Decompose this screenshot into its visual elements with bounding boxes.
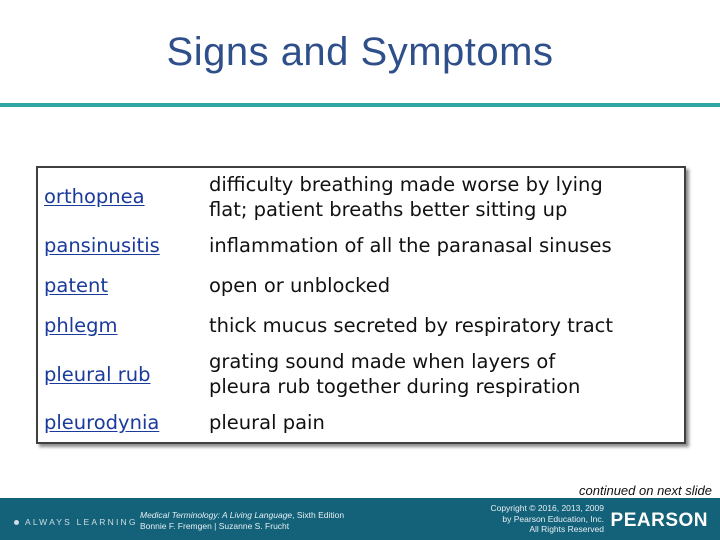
term-link-pansinusitis[interactable]: pansinusitis [44,233,160,257]
definition-line: pleura rub together during respiration [209,375,581,398]
table-row [37,345,685,403]
definition-cell: thick mucus secreted by respiratory tract [209,313,614,337]
always-learning-tagline [14,517,138,527]
definition-line: difficulty breathing made worse by lying [209,172,603,196]
slide-title: Signs and Symptoms [166,30,554,74]
title-divider [0,103,720,107]
book-citation [140,510,344,532]
book-title: Medical Terminology: A Living Language [140,510,293,520]
term-link-patent[interactable]: patent [44,273,108,297]
definition-cell: pleural pain [209,411,325,434]
definition-cell: inflammation of all the paranasal sinuses [209,233,612,257]
table-row [37,403,685,443]
definition-cell [201,167,685,225]
footer-bar [0,498,720,540]
copyright-line: All Rights Reserved [529,524,604,534]
terms-table [36,166,686,444]
copyright-line: Copyright © 2016, 2013, 2009 [490,503,604,513]
definition-cell [201,345,685,403]
always-learning-text: ALWAYS LEARNING [25,517,138,527]
term-link-pleural-rub[interactable]: pleural rub [44,362,151,386]
definition-line: flat; patient breaths better sitting up [209,197,568,221]
table-row [37,265,685,305]
table-row [37,225,685,265]
book-edition: , Sixth Edition [292,510,345,520]
continued-note: continued on next slide [579,483,712,498]
table-row [37,305,685,345]
term-link-pleurodynia[interactable]: pleurodynia [44,411,160,434]
copyright-notice [490,503,604,535]
book-title-line [140,510,344,521]
term-link-phlegm[interactable]: phlegm [44,313,118,337]
definition-cell: open or unblocked [209,273,391,297]
pearson-logo: PEARSON [610,510,708,531]
bullet-dot-icon [14,520,19,525]
copyright-line: by Pearson Education, Inc. [502,513,604,524]
term-link-orthopnea[interactable]: orthopnea [44,185,145,208]
definition-line: grating sound made when layers of [209,350,556,373]
table-row [37,167,685,225]
book-authors: Bonnie F. Fremgen | Suzanne S. Frucht [140,521,290,531]
